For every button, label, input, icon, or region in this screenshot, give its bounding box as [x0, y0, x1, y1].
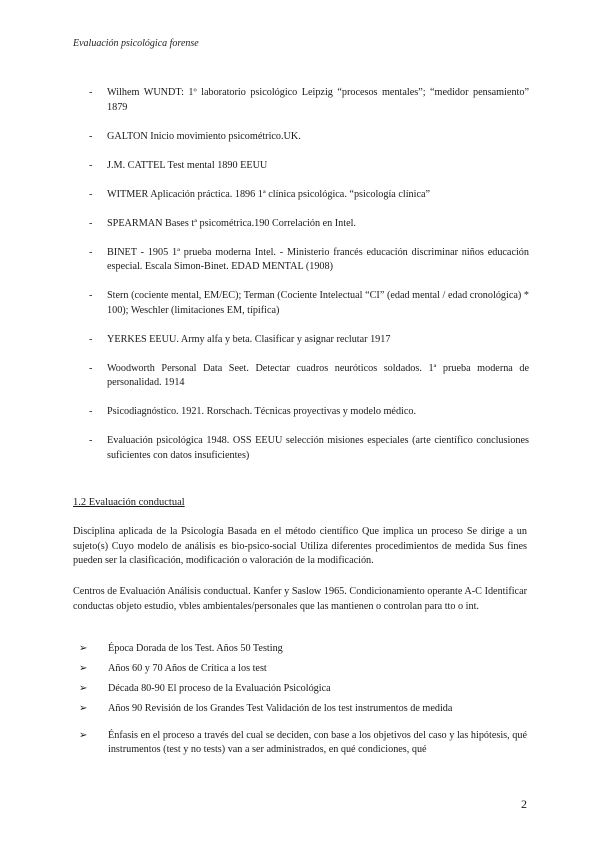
list-item: ➢ Época Dorada de los Test. Años 50 Testing — [73, 642, 527, 657]
arrow-bullet-icon: ➢ — [79, 729, 88, 741]
list-item: - YERKES EEUU. Army alfa y beta. Clasificar y asignar reclutar 1917 — [89, 333, 529, 348]
dash-bullet: - — [89, 333, 93, 345]
section-title: 1.2 Evaluación conductual — [73, 497, 185, 508]
paragraph-definition: Disciplina aplicada de la Psicología Basada en el método científico Que implica un proceso Se dirige a un sujeto(s) Cuyo modelo de análisis es bio-psico-social Utiliza diferentes procedimientos de medida Sus fines pueden ser la clasificación, modificación o valoración de la modificación. — [73, 526, 527, 566]
list-item: ➢ Años 90 Revisión de los Grandes Test Validación de los test instrumentos de medida — [73, 702, 527, 717]
list-item: - Woodworth Personal Data Seet. Detectar cuadros neuróticos soldados. 1ª prueba moderna de personalidad. 1914 — [89, 362, 529, 388]
arrow-bullet-icon: ➢ — [79, 683, 88, 694]
arrow-bullet-icon: ➢ — [79, 643, 88, 654]
dash-bullet: - — [89, 188, 93, 200]
arrow-bullet-icon: ➢ — [79, 703, 88, 714]
list-item: ➢ Años 60 y 70 Años de Crítica a los test — [73, 662, 527, 677]
list-item: - WITMER Aplicación práctica. 1896 1ª clínica psicológica. “psicología clínica” — [89, 188, 529, 203]
list-item: ➢ Énfasis en el proceso a través del cual se deciden, con base a los objetivos del caso y las hipótesis, qué instrumentos (test y no tests) van a ser administrados, en qué condiciones, qué — [79, 729, 527, 755]
dash-bullet: - — [89, 435, 93, 446]
dash-bullet: - — [89, 159, 93, 171]
dash-bullet: - — [89, 290, 93, 301]
list-item: - SPEARMAN Bases tª psicométrica.190 Correlación en Intel. — [89, 217, 529, 232]
running-header: Evaluación psicológica forense — [73, 38, 199, 49]
list-item: - GALTON Inicio movimiento psicométrico.UK. — [89, 130, 529, 145]
dash-bullet: - — [89, 362, 93, 374]
paragraph-centers: Centros de Evaluación Análisis conductual. Kanfer y Saslow 1965. Condicionamiento operante A-C Identificar conductas objeto estudio, vbles ambientales/personales que las mantienen o controlan para tto o int. — [73, 586, 527, 612]
dash-bullet: - — [89, 217, 93, 229]
page-number: 2 — [521, 797, 527, 811]
list-item: - Evaluación psicológica 1948. OSS EEUU selección misiones especiales (arte científico conclusiones suficientes con datos insuficientes) — [89, 435, 529, 461]
list-item: - Wilhem WUNDT: 1º laboratorio psicológico Leipzig “procesos mentales”; “medidor pensamiento” 1879 — [89, 87, 529, 113]
arrow-bullet-icon: ➢ — [79, 663, 88, 674]
list-item: ➢ Década 80-90 El proceso de la Evaluación Psicológica — [73, 682, 527, 697]
arrow-bullet-list — [73, 642, 527, 763]
dash-bullet: - — [89, 130, 93, 142]
list-item: - Psicodiagnóstico. 1921. Rorschach. Técnicas proyectivas y modelo médico. — [89, 405, 529, 420]
dash-bullet: - — [89, 406, 93, 417]
list-item: - Stern (cociente mental, EM/EC); Terman (Cociente Intelectual “CI” (edad mental / edad cronológica) * 100); Weschler (limitaciones EM, típifica) — [89, 290, 529, 316]
dash-bullet: - — [89, 246, 93, 258]
list-item: - J.M. CATTEL Test mental 1890 EEUU — [89, 159, 529, 174]
history-list — [89, 86, 529, 478]
dash-bullet: - — [89, 87, 93, 98]
list-item: - BINET - 1905 1ª prueba moderna Intel. - Ministerio francés educación discriminar niños educación especial. Escala Simon-Binet. EDAD MENTAL (1908) — [89, 246, 529, 272]
